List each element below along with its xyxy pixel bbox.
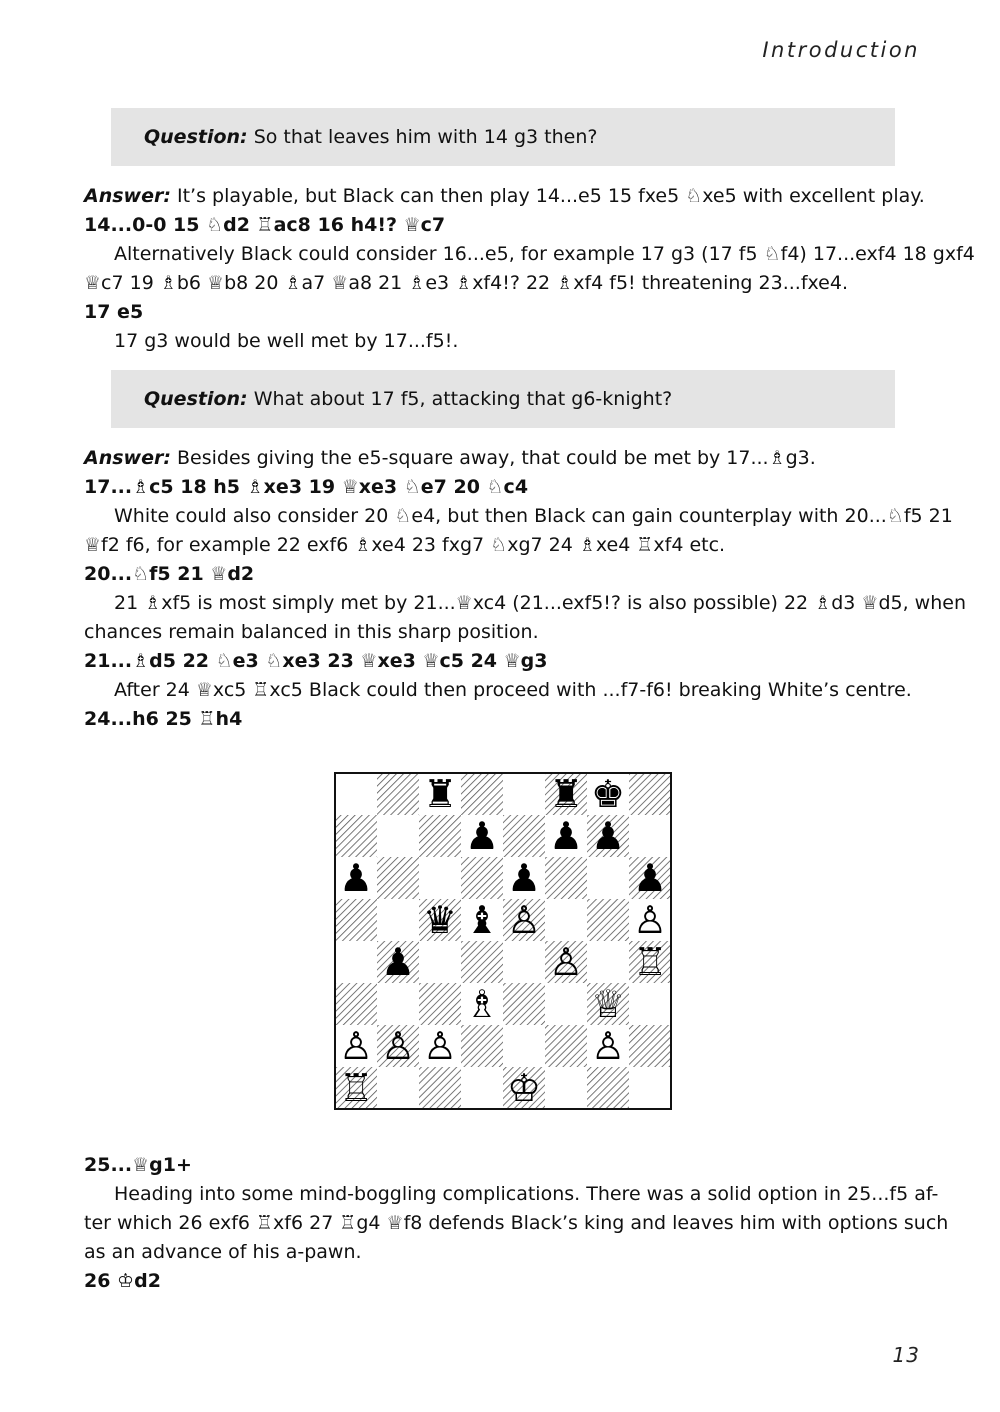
chess-piece-black-c5: ♛	[422, 898, 458, 942]
answer-label: Answer:	[84, 185, 171, 207]
move-line-5: 21...♗d5 22 ♘e3 ♘xe3 23 ♕xe3 ♕c5 24 ♕g3	[84, 650, 548, 672]
dark-square	[587, 899, 629, 941]
dark-square	[461, 857, 503, 899]
dark-square	[419, 1067, 461, 1109]
dark-square	[629, 773, 671, 815]
light-square	[377, 983, 419, 1025]
chess-piece-black-d5: ♝	[464, 898, 500, 942]
move-line-6: 24...h6 25 ♖h4	[84, 708, 243, 730]
light-square	[545, 983, 587, 1025]
light-square	[629, 815, 671, 857]
chess-piece-white-c2: ♙	[422, 1024, 458, 1068]
light-square	[503, 1025, 545, 1067]
paragraph-2: 17 g3 would be well met by 17...f5!.	[114, 330, 459, 352]
light-square	[503, 941, 545, 983]
paragraph-3a: White could also consider 20 ♘e4, but then Black can gain counterplay with 20...♘f5 21	[114, 505, 953, 527]
move-line-2: 17 e5	[84, 301, 144, 323]
paragraph-5: After 24 ♕xc5 ♖xc5 Black could then proceed with ...f7-f6! breaking White’s centre.	[114, 679, 912, 701]
dark-square	[587, 1067, 629, 1109]
dark-square	[419, 983, 461, 1025]
paragraph-4a: 21 ♗xf5 is most simply met by 21...♕xc4 (21...exf5!? is also possible) 22 ♗d3 ♕d5, when	[114, 592, 966, 614]
light-square	[587, 941, 629, 983]
paragraph-6c: as an advance of his a-pawn.	[84, 1241, 362, 1263]
dark-square	[335, 983, 377, 1025]
chess-piece-white-g2: ♙	[590, 1024, 626, 1068]
light-square	[545, 899, 587, 941]
chess-board	[334, 772, 672, 1110]
dark-square	[629, 1025, 671, 1067]
chess-diagram	[334, 772, 672, 1110]
dark-square	[545, 857, 587, 899]
running-header: Introduction	[762, 38, 920, 62]
chess-piece-white-g3: ♕	[590, 982, 626, 1026]
question-box-2	[111, 370, 895, 428]
question-text: So that leaves him with 14 g3 then?	[247, 126, 598, 148]
chess-piece-white-f4: ♙	[548, 940, 584, 984]
light-square	[461, 1067, 503, 1109]
paragraph-1a: Alternatively Black could consider 16...e5, for example 17 g3 (17 f5 ♘f4) 17...exf4 18 gxf4	[114, 243, 975, 265]
light-square	[629, 1067, 671, 1109]
light-square	[377, 1067, 419, 1109]
question-box-1	[111, 108, 895, 166]
move-line-8: 26 ♔d2	[84, 1270, 161, 1292]
answer-text: Besides giving the e5-square away, that could be met by 17...♗g3.	[170, 447, 816, 469]
paragraph-3b: ♕f2 f6, for example 22 exf6 ♗xe4 23 fxg7 ♘xg7 24 ♗xe4 ♖xf4 etc.	[84, 534, 726, 556]
chess-piece-white-a2: ♙	[338, 1024, 374, 1068]
chess-piece-black-h6: ♟	[632, 856, 668, 900]
dark-square	[461, 941, 503, 983]
dark-square	[461, 1025, 503, 1067]
chess-piece-white-h4: ♖	[632, 940, 668, 984]
light-square	[377, 899, 419, 941]
light-square	[587, 857, 629, 899]
answer-2	[84, 444, 922, 473]
chess-piece-white-b2: ♙	[380, 1024, 416, 1068]
dark-square	[461, 773, 503, 815]
light-square	[335, 773, 377, 815]
dark-square	[419, 815, 461, 857]
dark-square	[503, 815, 545, 857]
chess-piece-black-f8: ♜	[548, 772, 584, 816]
answer-text: It’s playable, but Black can then play 14...e5 15 fxe5 ♘xe5 with excellent play.	[170, 185, 925, 207]
paragraph-6a: Heading into some mind-boggling complications. There was a solid option in 25...f5 af-	[114, 1183, 939, 1205]
question-text: What about 17 f5, attacking that g6-knight?	[247, 388, 673, 410]
paragraph-6b: ter which 26 exf6 ♖xf6 27 ♖g4 ♕f8 defends Black’s king and leaves him with options such	[84, 1212, 949, 1234]
move-line-7: 25...♕g1+	[84, 1154, 192, 1176]
chess-piece-black-f7: ♟	[548, 814, 584, 858]
move-line-4: 20...♘f5 21 ♕d2	[84, 563, 255, 585]
chess-piece-white-e5: ♙	[506, 898, 542, 942]
chess-piece-white-d3: ♗	[464, 982, 500, 1026]
dark-square	[335, 899, 377, 941]
chess-piece-white-e1: ♔	[506, 1066, 542, 1110]
question-label: Question:	[144, 388, 248, 410]
dark-square	[503, 983, 545, 1025]
chess-piece-black-b4: ♟	[380, 940, 416, 984]
question-label: Question:	[144, 126, 248, 148]
chess-piece-black-g8: ♚	[590, 772, 626, 816]
chess-piece-black-c8: ♜	[422, 772, 458, 816]
chess-piece-black-d7: ♟	[464, 814, 500, 858]
dark-square	[377, 857, 419, 899]
dark-square	[545, 1025, 587, 1067]
page-number: 13	[892, 1343, 920, 1367]
dark-square	[377, 773, 419, 815]
answer-label: Answer:	[84, 447, 171, 469]
chess-piece-black-a6: ♟	[338, 856, 374, 900]
paragraph-1b: ♕c7 19 ♗b6 ♕b8 20 ♗a7 ♕a8 21 ♗e3 ♗xf4!? 22 ♗xf4 f5! threatening 23...fxe4.	[84, 272, 848, 294]
light-square	[335, 941, 377, 983]
answer-1	[84, 182, 925, 211]
move-line-3: 17...♗c5 18 h5 ♗xe3 19 ♕xe3 ♘e7 20 ♘c4	[84, 476, 529, 498]
paragraph-4b: chances remain balanced in this sharp position.	[84, 621, 539, 643]
chess-piece-white-h5: ♙	[632, 898, 668, 942]
light-square	[629, 983, 671, 1025]
chess-piece-white-a1: ♖	[338, 1066, 374, 1110]
chess-piece-black-e6: ♟	[506, 856, 542, 900]
light-square	[419, 941, 461, 983]
light-square	[419, 857, 461, 899]
light-square	[545, 1067, 587, 1109]
dark-square	[335, 815, 377, 857]
light-square	[377, 815, 419, 857]
move-line-1: 14...0-0 15 ♘d2 ♖ac8 16 h4!? ♕c7	[84, 214, 446, 236]
light-square	[503, 773, 545, 815]
chess-piece-black-g7: ♟	[590, 814, 626, 858]
